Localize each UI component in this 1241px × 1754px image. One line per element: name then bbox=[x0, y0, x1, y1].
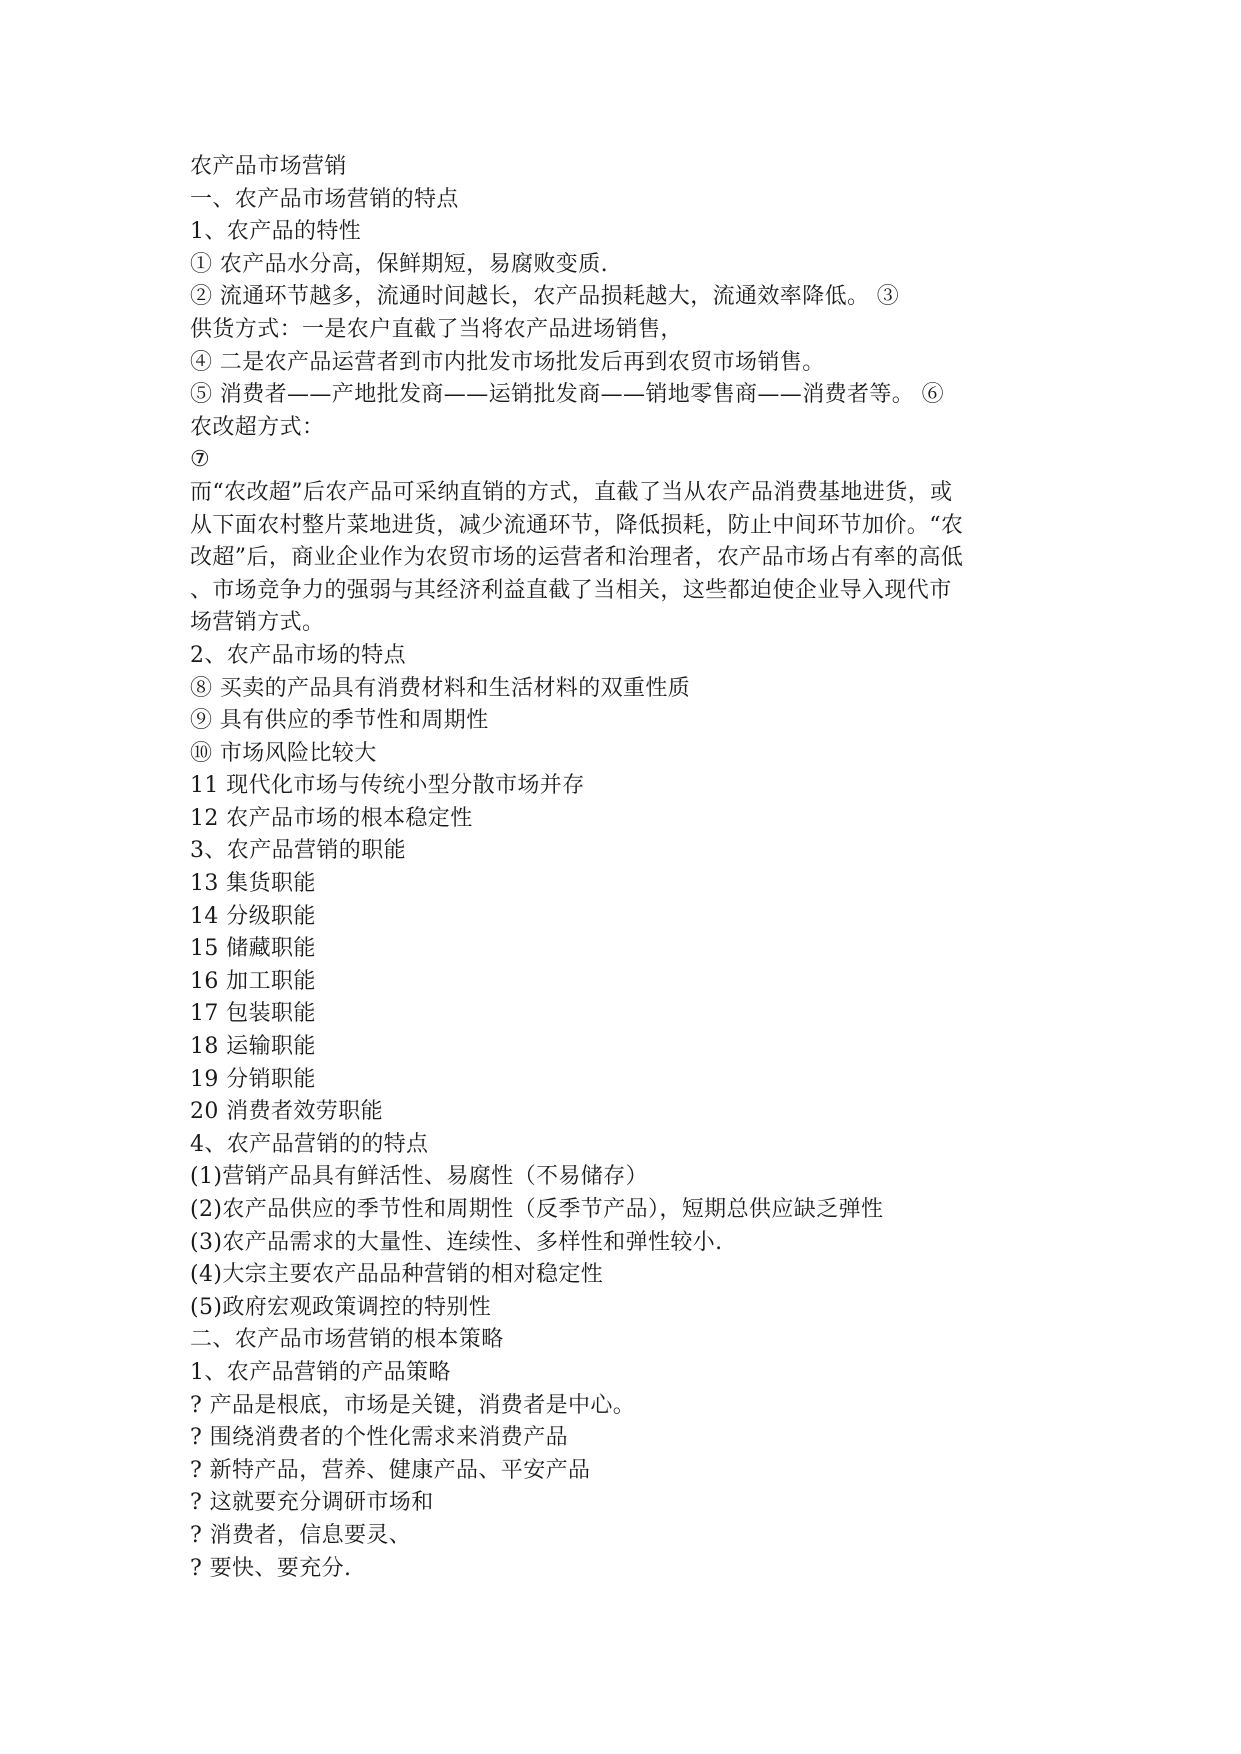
list-item: (2)农产品供应的季节性和周期性（反季节产品），短期总供应缺乏弹性 bbox=[190, 1197, 884, 1222]
list-item: (4)大宗主要农产品品种营销的相对稳定性 bbox=[190, 1262, 604, 1288]
paragraph-line: 从下面农村整片菜地进货，减少流通环节，降低损耗，防止中间环节加价。“农 bbox=[190, 512, 964, 538]
bullet-item: ? 产品是根底，市场是关键，消费者是中心。 bbox=[190, 1392, 636, 1418]
list-item: ⑦ bbox=[190, 447, 211, 473]
list-item: ① 农产品水分高，保鲜期短，易腐败变质. bbox=[190, 251, 608, 277]
subsection-heading: 1、农产品营销的产品策略 bbox=[190, 1359, 451, 1385]
subsection-heading: 4、农产品营销的的特点 bbox=[190, 1131, 429, 1157]
list-item: (5)政府宏观政策调控的特别性 bbox=[190, 1294, 492, 1320]
section-heading: 二、农产品市场营销的根本策略 bbox=[190, 1327, 504, 1353]
subsection-heading: 1、农产品的特性 bbox=[190, 219, 362, 245]
list-item: ② 流通环节越多，流通时间越长，农产品损耗越大，流通效率降低。 ③ bbox=[190, 284, 900, 310]
list-item: 19 分销职能 bbox=[190, 1066, 316, 1092]
list-item: 17 包装职能 bbox=[190, 1001, 316, 1027]
list-item: ⑩ 市场风险比较大 bbox=[190, 740, 377, 766]
paragraph-line: 改超”后，商业企业作为农贸市场的运营者和治理者，农产品市场占有率的高低 bbox=[190, 545, 964, 571]
bullet-item: ? 这就要充分调研市场和 bbox=[190, 1490, 434, 1516]
list-item: ⑨ 具有供应的季节性和周期性 bbox=[190, 708, 489, 734]
text-line: 供货方式：一是农户直截了当将农产品进场销售， bbox=[190, 316, 683, 342]
bullet-item: ? 消费者，信息要灵、 bbox=[190, 1522, 412, 1548]
paragraph-line: 而“农改超”后农产品可采纳直销的方式，直截了当从农产品消费基地进货，或 bbox=[190, 479, 953, 505]
list-item: ⑤ 消费者——产地批发商——运销批发商——销地零售商——消费者等。 ⑥ bbox=[190, 382, 944, 408]
list-item: ④ 二是农产品运营者到市内批发市场批发后再到农贸市场销售。 bbox=[190, 349, 825, 375]
list-item: 12 农产品市场的根本稳定性 bbox=[190, 805, 473, 831]
list-item: 16 加工职能 bbox=[190, 968, 316, 994]
bullet-item: ? 要快、要充分. bbox=[190, 1555, 352, 1581]
bullet-item: ? 围绕消费者的个性化需求来消费产品 bbox=[190, 1425, 568, 1451]
section-heading: 一、农产品市场营销的特点 bbox=[190, 186, 459, 212]
bullet-item: ? 新特产品，营养、健康产品、平安产品 bbox=[190, 1457, 591, 1483]
subsection-heading: 3、农产品营销的职能 bbox=[190, 838, 406, 864]
paragraph-line: 、市场竞争力的强弱与其经济利益直截了当相关，这些都迫使企业导入现代市 bbox=[190, 577, 952, 603]
paragraph-line: 场营销方式。 bbox=[190, 610, 325, 636]
list-item: 15 储藏职能 bbox=[190, 936, 316, 962]
list-item: 18 运输职能 bbox=[190, 1034, 316, 1060]
subsection-heading: 2、农产品市场的特点 bbox=[190, 642, 406, 668]
document-body bbox=[190, 151, 1060, 1585]
list-item: (1)营销产品具有鲜活性、易腐性（不易储存） bbox=[190, 1164, 648, 1190]
text-line: 农改超方式： bbox=[190, 414, 325, 440]
list-item: 14 分级职能 bbox=[190, 903, 316, 929]
list-item: ⑧ 买卖的产品具有消费材料和生活材料的双重性质 bbox=[190, 675, 691, 701]
body-paragraph bbox=[190, 477, 1060, 640]
document-title: 农产品市场营销 bbox=[190, 154, 347, 179]
list-item: 13 集货职能 bbox=[190, 871, 316, 897]
list-item: 20 消费者效劳职能 bbox=[190, 1099, 383, 1125]
list-item: 11 现代化市场与传统小型分散市场并存 bbox=[190, 773, 585, 799]
list-item: (3)农产品需求的大量性、连续性、多样性和弹性较小. bbox=[190, 1229, 723, 1255]
